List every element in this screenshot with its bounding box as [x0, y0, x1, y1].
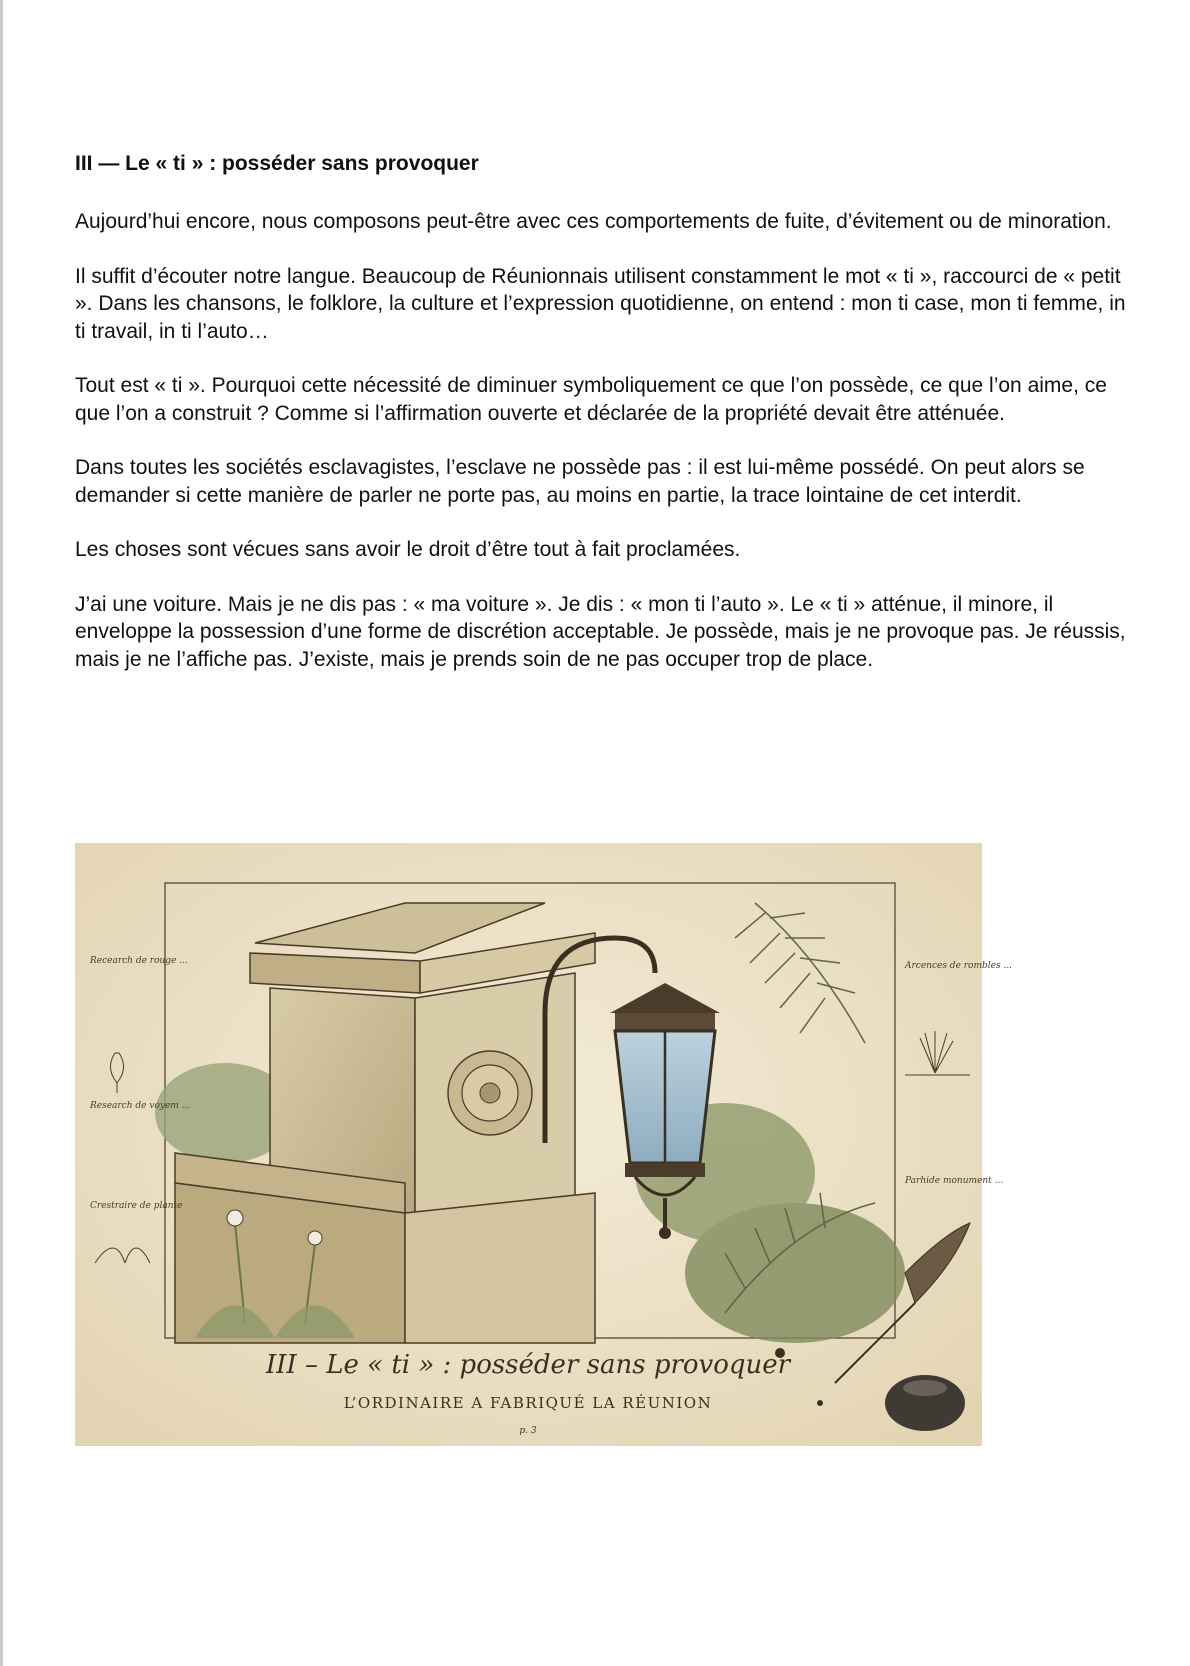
paragraph-3: Tout est « ti ». Pourquoi cette nécessité de diminuer symboliquement ce que l’on possède, ce que l’on aime, ce que l’on a construit ? Comme si l’affirmation ouverte et déclarée de la propriété devait être atténuée. [75, 374, 1107, 425]
carved-rosette [448, 1051, 532, 1135]
document-body [75, 150, 1135, 700]
illustration-title: III – Le « ti » : posséder sans provoquer [265, 1350, 791, 1380]
svg-text:Research de voyem ...: Research de voyem ... [90, 1101, 191, 1111]
svg-text:Crestraire de plante: Crestraire de plante [90, 1201, 183, 1211]
paragraph-4: Dans toutes les sociétés esclavagistes, l’esclave ne possède pas : il est lui-même possédé. On peut alors se demander si cette manière de parler ne porte pas, au moins en partie, la trace lointaine de cet interdit. [75, 456, 1085, 507]
svg-text:Recearch de rouge ...: Recearch de rouge ... [90, 956, 188, 966]
illustration-page-label: p. 3 [519, 1426, 537, 1436]
paragraph-1: Aujourd’hui encore, nous composons peut-être avec ces comportements de fuite, d’évitement ou de minoration. [75, 210, 1112, 233]
section-heading: III — Le « ti » : posséder sans provoquer [75, 152, 479, 175]
paragraph-6: J’ai une voiture. Mais je ne dis pas : « ma voiture ». Je dis : « mon ti l’auto ». Le « ti » atténue, il minore, il enveloppe la possession d’une forme de discrétion acceptable. Je possède, mais je ne provoque pas. Je réussis, mais je ne l’affiche pas. J’existe, mais je prends soin de ne pas occuper trop de place. [75, 592, 1126, 671]
illustration-subtitle: L’ORDINAIRE A FABRIQUÉ LA RÉUNION [343, 1394, 713, 1412]
paragraph-5: Les choses sont vécues sans avoir le droit d’être tout à fait proclamées. [75, 538, 741, 561]
illustration-lantern-pillar [75, 843, 1013, 1446]
svg-text:Arcences de rombles ...: Arcences de rombles ... [905, 961, 1013, 971]
svg-text:Parhide monument ...: Parhide monument ... [905, 1176, 1004, 1186]
paragraph-2: Il suffit d’écouter notre langue. Beaucoup de Réunionnais utilisent constamment le mot « ti », raccourci de « petit ». Dans les chansons, le folklore, la culture et l’expression quotidienne, on entend : mon ti case, mon ti femme, in ti travail, in ti l’auto… [75, 264, 1126, 343]
illustration-svg [75, 843, 1013, 1446]
page-edge [0, 0, 3, 1666]
